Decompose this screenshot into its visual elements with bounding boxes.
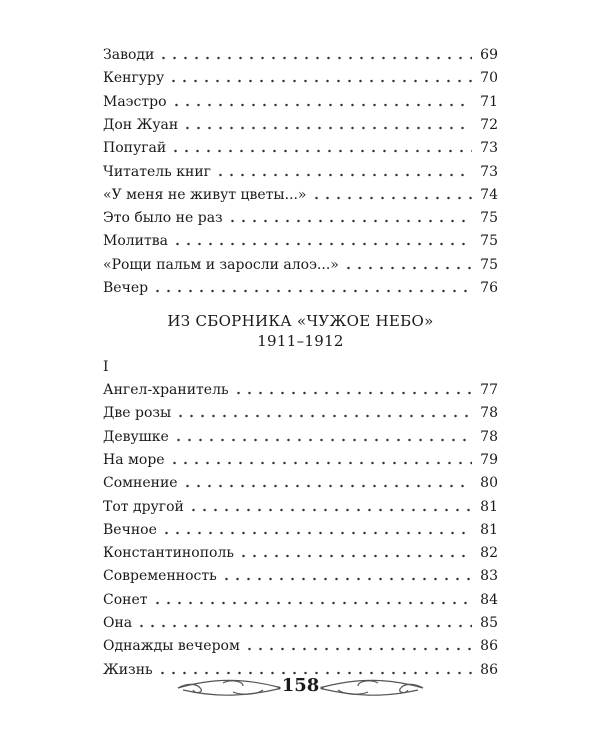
dot-leader bbox=[215, 173, 472, 177]
toc-entry-page: 69 bbox=[480, 47, 498, 63]
dot-leader bbox=[158, 56, 472, 60]
dot-leader bbox=[161, 531, 472, 535]
dot-leader bbox=[172, 242, 472, 246]
toc-entry-page: 76 bbox=[480, 280, 498, 296]
dot-leader bbox=[152, 289, 472, 293]
toc-entry-page: 86 bbox=[480, 661, 498, 678]
page-footer bbox=[103, 672, 498, 702]
toc-entry-title: Жизнь bbox=[103, 661, 153, 678]
dot-leader bbox=[238, 554, 472, 558]
toc-entry-title: Сонет bbox=[103, 591, 148, 608]
toc-entry bbox=[103, 520, 498, 540]
toc-entry bbox=[103, 613, 498, 633]
toc-entry bbox=[103, 162, 498, 182]
toc-entry bbox=[103, 380, 498, 400]
toc-entry-title: Читатель книг bbox=[103, 163, 211, 180]
toc-entry-title: Дон Жуан bbox=[103, 116, 179, 133]
toc-entry bbox=[103, 473, 498, 493]
toc-entry-title: Молитва bbox=[103, 233, 168, 250]
toc-entry bbox=[103, 403, 498, 423]
toc-entry-page: 79 bbox=[480, 451, 498, 468]
section-years: 1911–1912 bbox=[257, 332, 344, 350]
dot-leader bbox=[171, 103, 473, 107]
toc-entry bbox=[103, 208, 498, 228]
toc-entry-page: 75 bbox=[480, 233, 498, 250]
toc-entry-title: Кенгуру bbox=[103, 70, 165, 87]
toc-entry-page: 75 bbox=[480, 256, 498, 273]
toc-entry-title: Девушке bbox=[103, 428, 169, 445]
toc-entry-title: Современность bbox=[103, 568, 217, 585]
dot-leader bbox=[188, 508, 472, 512]
toc-entry bbox=[103, 427, 498, 447]
dot-leader bbox=[170, 149, 472, 153]
toc-entry-page: 85 bbox=[480, 615, 498, 631]
toc-entry-title: «У меня не живут цветы...» bbox=[103, 186, 307, 203]
toc-entry-title: Однажды вечером bbox=[103, 638, 240, 655]
toc-entry bbox=[103, 92, 498, 112]
toc-entry-title: Константинополь bbox=[103, 545, 234, 562]
dot-leader bbox=[136, 624, 472, 628]
toc-entry-title: Две розы bbox=[103, 405, 172, 422]
toc-entry bbox=[103, 450, 498, 470]
toc-entry-title: Вечер bbox=[103, 280, 149, 296]
page-number: 158 bbox=[281, 675, 320, 696]
dot-leader bbox=[182, 484, 472, 488]
toc-entry-page: 81 bbox=[480, 498, 498, 515]
toc-entry-page: 82 bbox=[480, 545, 498, 562]
toc-entry-page: 78 bbox=[480, 428, 498, 445]
dot-leader bbox=[233, 391, 472, 395]
toc-entry-page: 80 bbox=[480, 475, 498, 492]
dot-leader bbox=[173, 438, 472, 442]
toc-entry-page: 84 bbox=[480, 591, 498, 608]
toc-entry-title: «Рощи пальм и заросли алоэ...» bbox=[103, 256, 339, 273]
dot-leader bbox=[221, 577, 472, 581]
toc-entry bbox=[103, 115, 498, 135]
dot-leader bbox=[169, 461, 472, 465]
toc-entry-title: Она bbox=[103, 615, 133, 631]
toc-entry-page: 78 bbox=[480, 405, 498, 422]
toc-entry-page: 83 bbox=[480, 568, 498, 585]
toc-entry-page: 77 bbox=[480, 382, 498, 398]
toc-entry-title: Это было не раз bbox=[103, 210, 223, 227]
dot-leader bbox=[343, 266, 472, 270]
toc-entry-page: 74 bbox=[480, 186, 498, 203]
toc-entry bbox=[103, 497, 498, 517]
dot-leader bbox=[175, 414, 472, 418]
toc-entry-title: Ангел-хранитель bbox=[103, 382, 229, 398]
toc-entry bbox=[103, 45, 498, 65]
toc-entry bbox=[103, 185, 498, 205]
toc-entry-page: 72 bbox=[480, 116, 498, 133]
dot-leader bbox=[311, 196, 473, 200]
toc-entry-title: Вечное bbox=[103, 521, 157, 538]
toc-entry bbox=[103, 543, 498, 563]
section-part-number: I bbox=[103, 359, 109, 375]
toc-entry-title: Маэстро bbox=[103, 93, 167, 110]
dot-leader bbox=[244, 647, 472, 651]
toc-entry bbox=[103, 68, 498, 88]
toc-entry bbox=[103, 231, 498, 251]
toc-entry-title: Тот другой bbox=[103, 498, 184, 515]
toc-entry bbox=[103, 590, 498, 610]
toc-entry-page: 71 bbox=[480, 93, 498, 110]
toc-entry-page: 81 bbox=[480, 521, 498, 538]
toc-entry-page: 70 bbox=[480, 70, 498, 87]
toc-entry-title: Сомнение bbox=[103, 475, 178, 492]
section-heading: ИЗ СБОРНИКА «ЧУЖОЕ НЕБО» bbox=[167, 312, 434, 330]
toc-entry-title: На море bbox=[103, 451, 165, 468]
toc-entry bbox=[103, 138, 498, 158]
toc-entry bbox=[103, 278, 498, 298]
dot-leader bbox=[227, 219, 472, 223]
dot-leader bbox=[152, 601, 472, 605]
toc-entry-page: 75 bbox=[480, 210, 498, 227]
toc-entry bbox=[103, 255, 498, 275]
toc-entry-title: Попугай bbox=[103, 140, 167, 157]
dot-leader bbox=[168, 79, 472, 83]
toc-entry-page: 73 bbox=[480, 163, 498, 180]
dot-leader bbox=[182, 126, 472, 130]
toc-entry bbox=[103, 636, 498, 656]
toc-entry-page: 73 bbox=[480, 140, 498, 157]
toc-entry-title: Заводи bbox=[103, 47, 155, 63]
toc-entry-page: 86 bbox=[480, 638, 498, 655]
toc-entry bbox=[103, 566, 498, 586]
